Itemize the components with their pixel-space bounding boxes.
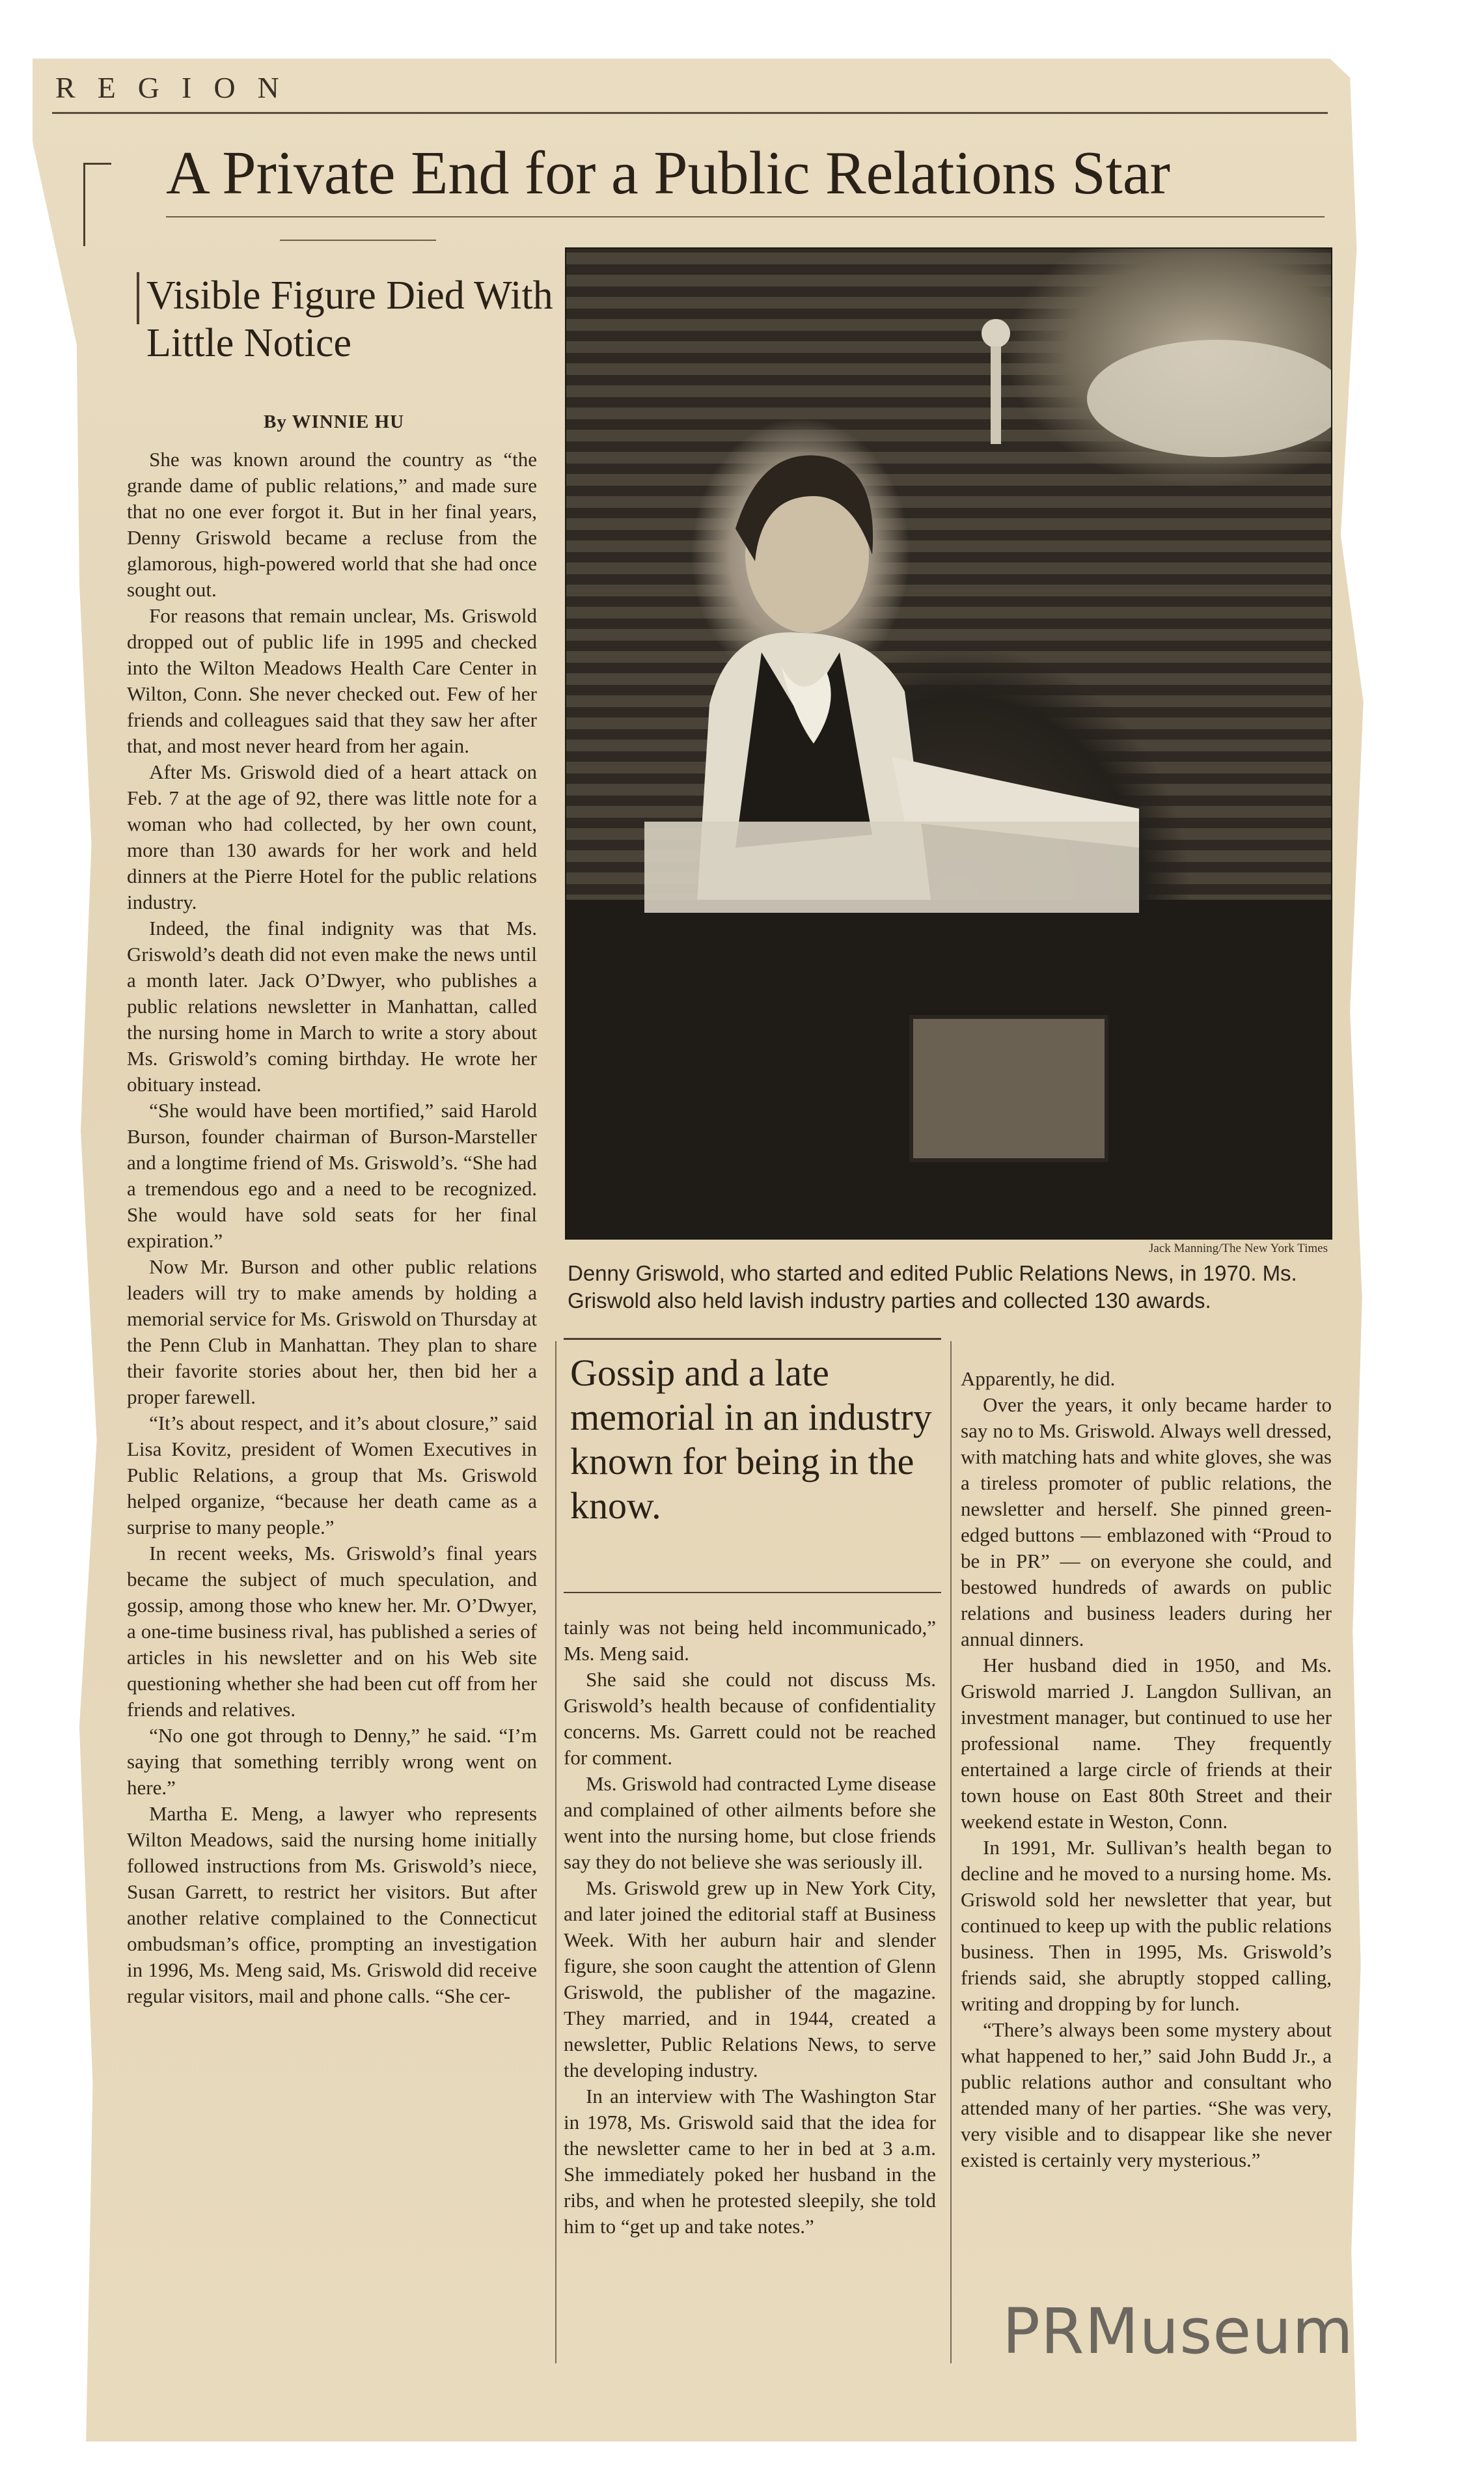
paragraph: Ms. Griswold had contracted Lyme disease and complained of other ailments before she went into the nursing home, but close friends say they do not believe she was seriously ill.: [564, 1772, 936, 1873]
paragraph: For reasons that remain unclear, Ms. Griswold dropped out of public life in 1995 and checked into the Wilton Meadows Health Care Center in Wilton, Conn. She never checked out. Few of her friends and colleagues said that they saw her after that, and most never heard from her again.: [127, 604, 537, 757]
prmuseum-watermark: PRMuseum: [1002, 2295, 1354, 2368]
photo-credit: Jack Manning/The New York Times: [1149, 1242, 1328, 1255]
paragraph: In an interview with The Washington Star in 1978, Ms. Griswold said that the idea for the newsletter came to her in bed at 3 a.m. She immediately poked her husband in the ribs, and when he protested sleepily, she told him to “get up and take notes.”: [564, 2085, 936, 2238]
bracket-mark: [83, 163, 111, 246]
desk-papers: [644, 822, 1139, 913]
top-rule: [52, 112, 1328, 114]
photo-illustration: [566, 249, 1331, 1238]
paragraph: Martha E. Meng, a lawyer who represents Wilton Meadows, said the nursing home initially followed instructions from Ms. Griswold’s niece, Susan Garrett, to restrict her visitors. But after another relative complained to the Connecticut ombudsman’s office, prompting an investigation in 1996, Ms. Meng said, Ms. Griswold did receive regular visitors, mail and phone calls. “She cer-: [127, 1802, 537, 2007]
paragraph: “There’s always been some mystery about what happened to her,” said John Budd Jr., a public relations author and consultant who attended many of her parties. “She was very, very visible and to disappear like she never existed is certainly very mysterious.”: [961, 2018, 1332, 2171]
desk-lamp-shade: [1087, 340, 1331, 457]
paragraph: In recent weeks, Ms. Griswold’s final years became the subject of much speculation, and gossip, among those who knew her. Mr. O’Dwyer, a one-time business rival, has published a series of articles in his newsletter and on his Web site questioning whether she had been cut off from her friends and relatives.: [127, 1542, 537, 1721]
subhead-rule: [280, 240, 436, 241]
article-column-1: [127, 447, 537, 2009]
column-divider: [950, 1341, 952, 2363]
pull-quote-rule-bottom: [564, 1592, 941, 1593]
paragraph: tainly was not being held incommunicado,” Ms. Meng said.: [564, 1616, 936, 1665]
pull-quote: Gossip and a late memorial in an industry known for being in the know.: [570, 1352, 932, 1527]
lamp-fixture: [982, 319, 1010, 348]
paragraph: She was known around the country as “the grande dame of public relations,” and made sure that no one ever forgot it. But in her final years, Denny Griswold became a recluse from the glamorous, high-powered world that she had once sought out.: [127, 448, 537, 601]
paragraph: Now Mr. Burson and other public relations leaders will try to make amends by holding a memorial service for Ms. Griswold on Thursday at the Penn Club in Manhattan. They plan to share their favorite stories about her, then bid her a proper farewell.: [127, 1255, 537, 1408]
paragraph: Over the years, it only became harder to say no to Ms. Griswold. Always well dressed, with matching hats and white gloves, she was a tireless promoter of public relations, the newsletter and herself. She pinned green-edged buttons — emblazoned with “Proud to be in PR” — on everyone she could, and bestowed hundreds of awards on public relations and business leaders during her annual dinners.: [961, 1393, 1332, 1650]
paragraph: “No one got through to Denny,” he said. “I’m saying that something terribly wrong went on here.”: [127, 1724, 537, 1799]
byline: By WINNIE HU: [264, 411, 405, 432]
paragraph: She said she could not discuss Ms. Griswold’s health because of confidentiality concerns. Ms. Garrett could not be reached for comment.: [564, 1668, 936, 1769]
desk-plaque: [911, 1017, 1106, 1160]
paragraph: Indeed, the final indignity was that Ms. Griswold’s death did not even make the news until a month later. Jack O’Dwyer, who publishes a public relations newsletter in Manhattan, called the nursing home in March to write a story about Ms. Griswold’s coming birthday. He wrote her obituary instead.: [127, 917, 537, 1096]
headline: A Private End for a Public Relations Star: [166, 139, 1170, 207]
headline-rule: [166, 216, 1325, 217]
paragraph: Ms. Griswold grew up in New York City, and later joined the editorial staff at Business Week. With her auburn hair and slender figure, she soon caught the attention of Glenn Griswold, the publisher of the magazine. They married, and in 1944, created a newsletter, Public Relations News, to serve the developing industry.: [564, 1876, 936, 2081]
column-divider: [555, 1341, 556, 2363]
subhead: Visible Figure Died With Little Notice: [146, 273, 553, 366]
paragraph: In 1991, Mr. Sullivan’s health began to decline and he moved to a nursing home. Ms. Griswold sold her newsletter that year, but continued to keep up with the public relations business. Then in 1995, Ms. Griswold’s friends said, she abruptly stopped calling, writing and dropping by for lunch.: [961, 1836, 1332, 2015]
paragraph: “It’s about respect, and it’s about closure,” said Lisa Kovitz, president of Women Executives in Public Relations, a group that Ms. Griswold helped organize, “because her death came as a surprise to many people.”: [127, 1411, 537, 1538]
paragraph: After Ms. Griswold died of a heart attack on Feb. 7 at the age of 92, there was little note for a woman who had collected, by her own count, more than 130 awards for her work and held dinners at the Pierre Hotel for the public relations industry.: [127, 760, 537, 913]
subhead-bar: [137, 272, 139, 324]
paragraph: “She would have been mortified,” said Harold Burson, founder chairman of Burson-Marsteller and a longtime friend of Ms. Griswold’s. “She had a tremendous ego and a need to be recognized. She would have sold seats for her final expiration.”: [127, 1099, 537, 1252]
paragraph: Her husband died in 1950, and Ms. Griswold married J. Langdon Sullivan, an investment manager, but continued to use her professional name. They frequently entertained a large circle of friends at their town house on East 80th Street and their weekend estate in Weston, Conn.: [961, 1654, 1332, 1833]
paragraph: Apparently, he did.: [961, 1367, 1116, 1390]
section-label: REGION: [55, 71, 301, 104]
photo-denny-griswold: [565, 247, 1332, 1240]
photo-caption: Denny Griswold, who started and edited Public Relations News, in 1970. Ms. Griswold also held lavish industry parties and collected 130 awards.: [568, 1261, 1297, 1313]
article-column-3: [961, 1366, 1332, 2173]
pull-quote-rule-top: [564, 1338, 941, 1340]
article-column-2: [564, 1615, 936, 2240]
